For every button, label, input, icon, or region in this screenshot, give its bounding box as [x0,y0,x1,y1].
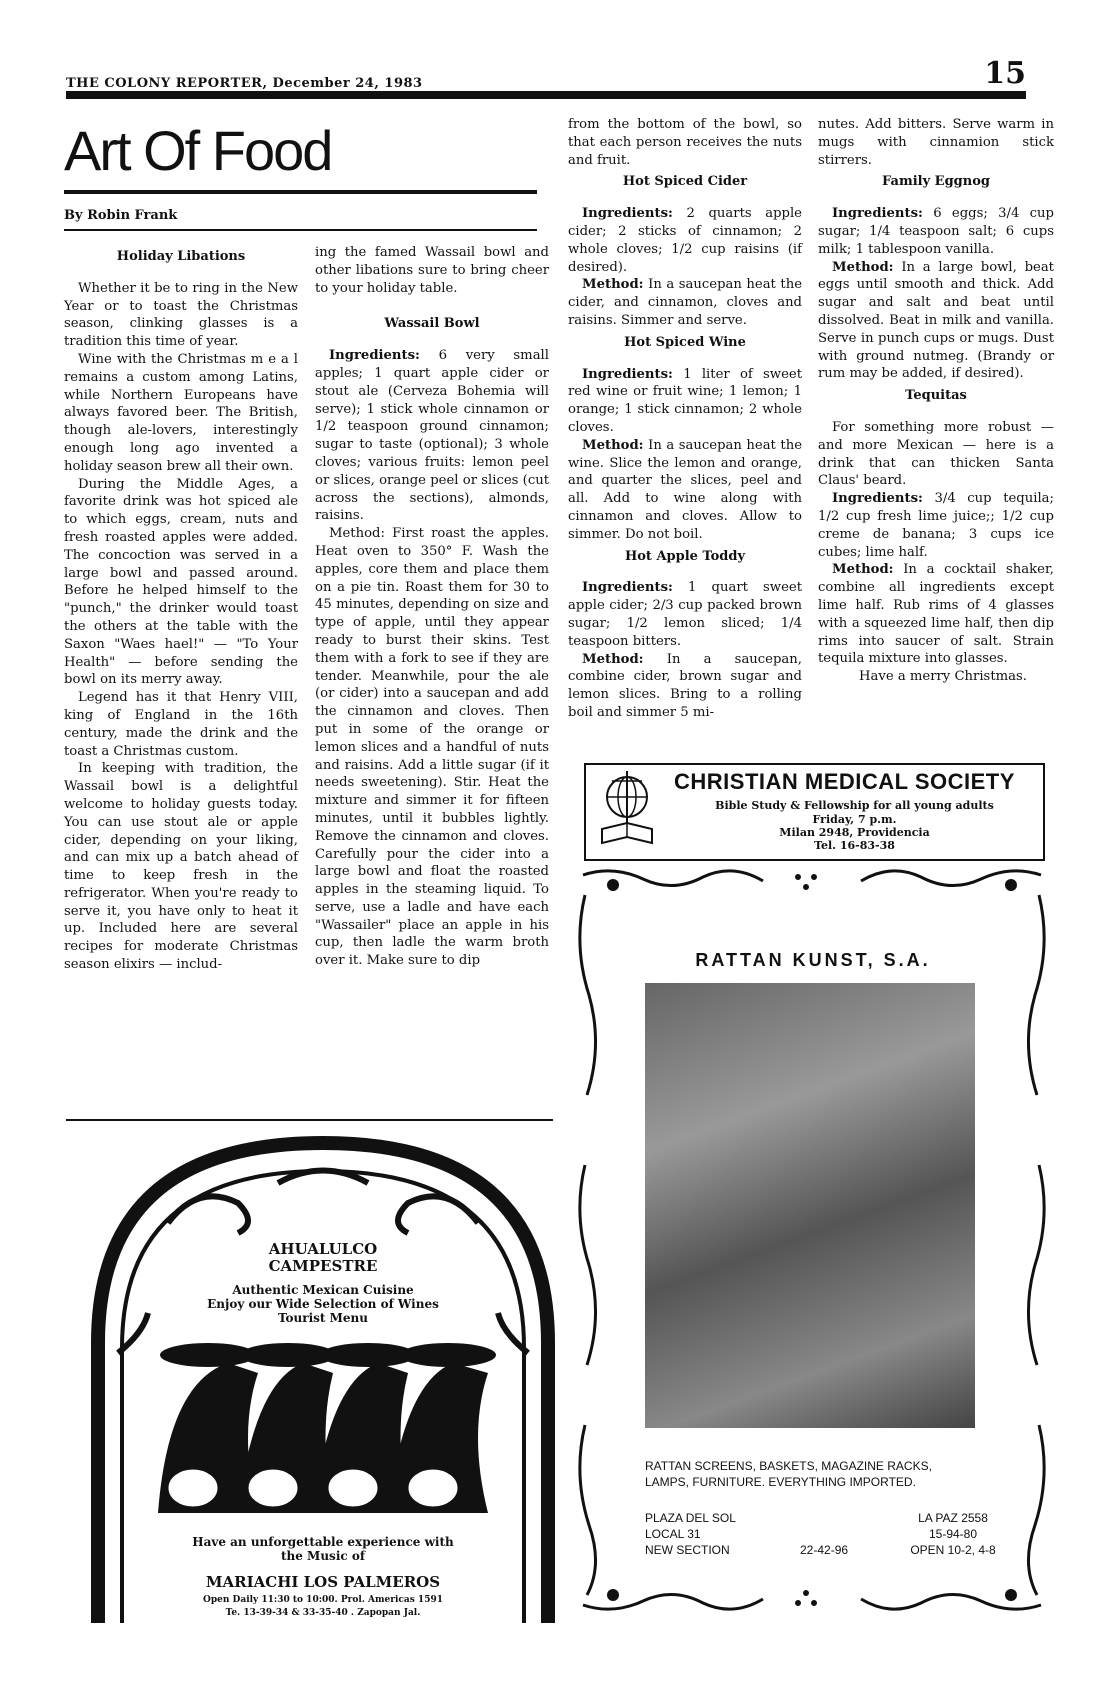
recipe-heading: Wassail Bowl [384,316,480,332]
page-number: 15 [984,56,1026,91]
ingredients-text: 6 very small apples; 1 quart apple cider or stout ale (Cerveza Bohemia will serve); 1 stick whole cinnamon or 1/2 teaspoon ground cinnamon; sugar to taste (optional); 3 whole cloves; various fruits: lemon peel or slices, orange peel or slices (cut across the sections), almonds, raisins. [315,348,549,524]
paper-dateline: THE COLONY REPORTER, December 24, 1983 [66,76,423,91]
ad-line: Friday, 7 p.m. [812,813,897,826]
method [818,259,1054,384]
byline-rule [64,229,537,231]
method-text: In a cocktail shaker, combine all ingredients except lime half. Rub rims of 4 glasses with a squeezed lime half, then dip rims into saucer of salt. Strain tequila mixture into glasses. [818,562,1054,667]
band-name: MARIACHI LOS PALMEROS [205,1573,441,1591]
article-column-1 [64,244,298,974]
phone-mid: 22-42-96 [800,1543,849,1557]
method-label: Method: [582,277,644,293]
restaurant-name: CAMPESTRE [268,1257,378,1275]
closing-line: Have a merry Christmas. [859,669,1027,685]
paragraph: Whether it be to ring in the New Year or to toast the Christmas season, clinking glasses is a tradition this time of year. [64,280,298,350]
method [568,437,802,544]
article-column-3 [568,116,802,722]
ingredients-label: Ingredients: [582,206,673,222]
article-column-2 [315,244,549,970]
ad-line: Have an unforgettable experience with [192,1535,454,1549]
method [568,276,802,329]
ad-line: Bible Study & Fellowship for all young adults [715,799,994,812]
ingredients [315,347,549,525]
ahualulco-campestre-ad [88,1133,558,1623]
paragraph: Legend has it that Henry VIII, king of England in the 16th century, made the drink and the toast a Christmas custom. [64,690,298,759]
address-line: 15-94-80 [928,1527,978,1541]
method-text: In a large bowl, beat eggs until smooth and thick. Add sugar and salt and beat until dissolved. Beat in milk and vanilla. Serve in punch cups or mugs. Dust with ground nutmeg. (Brandy or rum may be added, if desired). [818,259,1054,382]
ingredients-text: 1 quart sweet apple cider; 2/3 cup packed brown sugar; 1/2 lemon sliced; 1/4 teaspoon bitters. [568,580,802,649]
recipe-heading: Family Eggnog [882,174,990,190]
ingredients [568,579,802,650]
rattan-kunst-ad [573,865,1051,1615]
paragraph: Wine with the Christmas m e a l remains a custom among Latins, while Northern Europeans have always favored beer. The British, though ale-lovers, interestingly enough long ago invented a holiday season brew all their own. [64,351,298,474]
paragraph: In keeping with tradition, the Wassail bowl is a delightful welcome to holiday guests today. You can use stout ale or apple cider, depending on your liking, and can mix up a batch ahead of time to keep fresh in the refrigerator. When you're ready to serve it, you have only to heat it up. Included here are several recipes for moderate Christmas season elixirs — includ- [64,761,298,973]
address-right [893,1510,1013,1558]
ingredients [568,205,802,276]
ad-line: Enjoy our Wide Selection of Wines [207,1297,439,1311]
method-label: Method: [582,651,644,667]
ingredients-label: Ingredients: [582,366,673,382]
address-left [645,1510,736,1558]
ad-phone: Te. 13-39-34 & 33-35-40 . Zapopan Jal. [225,1608,421,1618]
furniture-photo [645,983,975,1428]
method-text: In a saucepan heat the wine. Slice the lemon and orange, and quarter the slices, peel and all. Add to wine along with cinnamon and cloves. Allow to simmer. Do not boil. [568,437,802,542]
ad-line: Authentic Mexican Cuisine [232,1283,414,1297]
ingredients-text: 2 quarts apple cider; 2 sticks of cinnamon; 2 whole cloves; 1/2 cup raisins (if desired). [568,206,802,275]
method-label: Method: [832,259,894,275]
paragraph: from the bottom of the bowl, so that each person receives the nuts and fruit. [568,117,802,168]
address-line: NEW SECTION [645,1543,730,1557]
ad-line: Tourist Menu [277,1311,368,1325]
tagline-line: LAMPS, FURNITURE. EVERYTHING IMPORTED. [645,1475,916,1489]
method-text: In a saucepan, combine cider, brown sugar and lemon slices. Bring to a rolling boil and simmer 5 mi- [568,651,802,720]
rattan-name: RATTAN KUNST, S.A. [695,950,931,970]
society-name: CHRISTIAN MEDICAL SOCIETY [674,769,1015,794]
christian-medical-society-ad [584,763,1045,861]
rattan-tagline [645,1458,1005,1490]
section-heading: Holiday Libations [116,249,246,264]
ingredients-label: Ingredients: [582,580,673,596]
ingredients [818,205,1054,258]
paragraph: nutes. Add bitters. Serve warm in mugs with cinnamion stick stirrers. [818,117,1054,168]
article-title: Art Of Food [64,119,332,182]
recipe-heading: Hot Apple Toddy [624,548,746,564]
ingredients [568,366,802,437]
ingredients-label: Ingredients: [832,206,923,222]
address-line: OPEN 10-2, 4-8 [910,1543,996,1557]
method [568,651,802,722]
method-label: Method: [832,562,894,578]
tagline-line: RATTAN SCREENS, BASKETS, MAGAZINE RACKS, [645,1459,932,1473]
ingredients-text: 3/4 cup tequila; 1/2 cup fresh lime juice;; 1/2 cup creme de banana; 3 cups ice cubes; lime half. [818,491,1054,560]
recipe-heading: Hot Spiced Cider [622,174,748,190]
article-foot-rule [66,1119,553,1121]
address-line: LOCAL 31 [645,1527,701,1541]
address-line: LA PAZ 2558 [918,1511,988,1525]
recipe-heading: Tequitas [905,388,967,404]
method [818,561,1054,668]
ad-line: the Music of [280,1549,366,1563]
paragraph: For something more robust — and more Mexican — here is a drink that can thicken Santa Claus' beard. [818,419,1054,489]
method: Method: First roast the apples. Heat oven to 350° F. Wash the apples, core them and place them on a pie tin. Roast them for 30 to 45 minutes, depending on size and type of apple, until they appear ready to burst their skins. Test them with a fork to see if they are tender. Meanwhile, pour the ale (or cider) into a saucepan and add the cinnamon and cloves. Then put in some of the orange or lemon slices and a handful of nuts and raisins. Add a little sugar (if it needs sweetening). Stir. Heat the mixture and simmer it for fifteen minutes, until it bubbles lightly. Remove the cinnamon and cloves. Carefully pour the cider into a large bowl and float the roasted apples in the steaming liquid. To serve, use a ladle and have each "Wassailer" place an apple in his cup, then ladle the warm broth over it. Make sure to dip [315,526,549,969]
method-text: In a saucepan heat the cider, and cinnamon, cloves and raisins. Simmer and serve. [568,277,802,328]
title-rule [64,190,537,194]
paragraph: During the Middle Ages, a favorite drink was hot spiced ale to which eggs, cream, nuts and fresh roasted apples were added. The concoction was served in a large bowl and passed around. Before he helped himself to the "punch," the drinker would toast the others at the table with the Saxon "Waes hael!" — "To Your Health" — before sending the bowl on its merry away. [64,476,298,688]
article-column-4 [818,116,1054,686]
recipe-heading: Hot Spiced Wine [624,334,746,350]
ingredients-label: Ingredients: [832,491,923,507]
restaurant-name: AHUALULCO [268,1240,378,1258]
method-label: Method: [582,437,644,453]
ad-line: Milan 2948, Providencia [779,826,930,839]
paragraph: ing the famed Wassail bowl and other libations sure to bring cheer to your holiday table. [315,245,549,296]
ingredients-text: 6 eggs; 3/4 cup sugar; 1/4 teaspoon salt; 6 cups milk; 1 tablespoon vanilla. [818,206,1054,257]
ingredients [818,490,1054,561]
masthead-rule [66,91,1026,99]
ingredients-label: Ingredients: [329,348,420,364]
ad-hours: Open Daily 11:30 to 10:00. Prol. Americas 1591 [203,1595,443,1605]
byline: By Robin Frank [64,208,178,223]
ad-line: Tel. 16-83-38 [814,839,895,852]
address-line: PLAZA DEL SOL [645,1511,736,1525]
ingredients-text: 1 liter of sweet red wine or fruit wine; 1 lemon; 1 orange; 1 stick cinnamon; 2 whole cloves. [568,366,802,435]
